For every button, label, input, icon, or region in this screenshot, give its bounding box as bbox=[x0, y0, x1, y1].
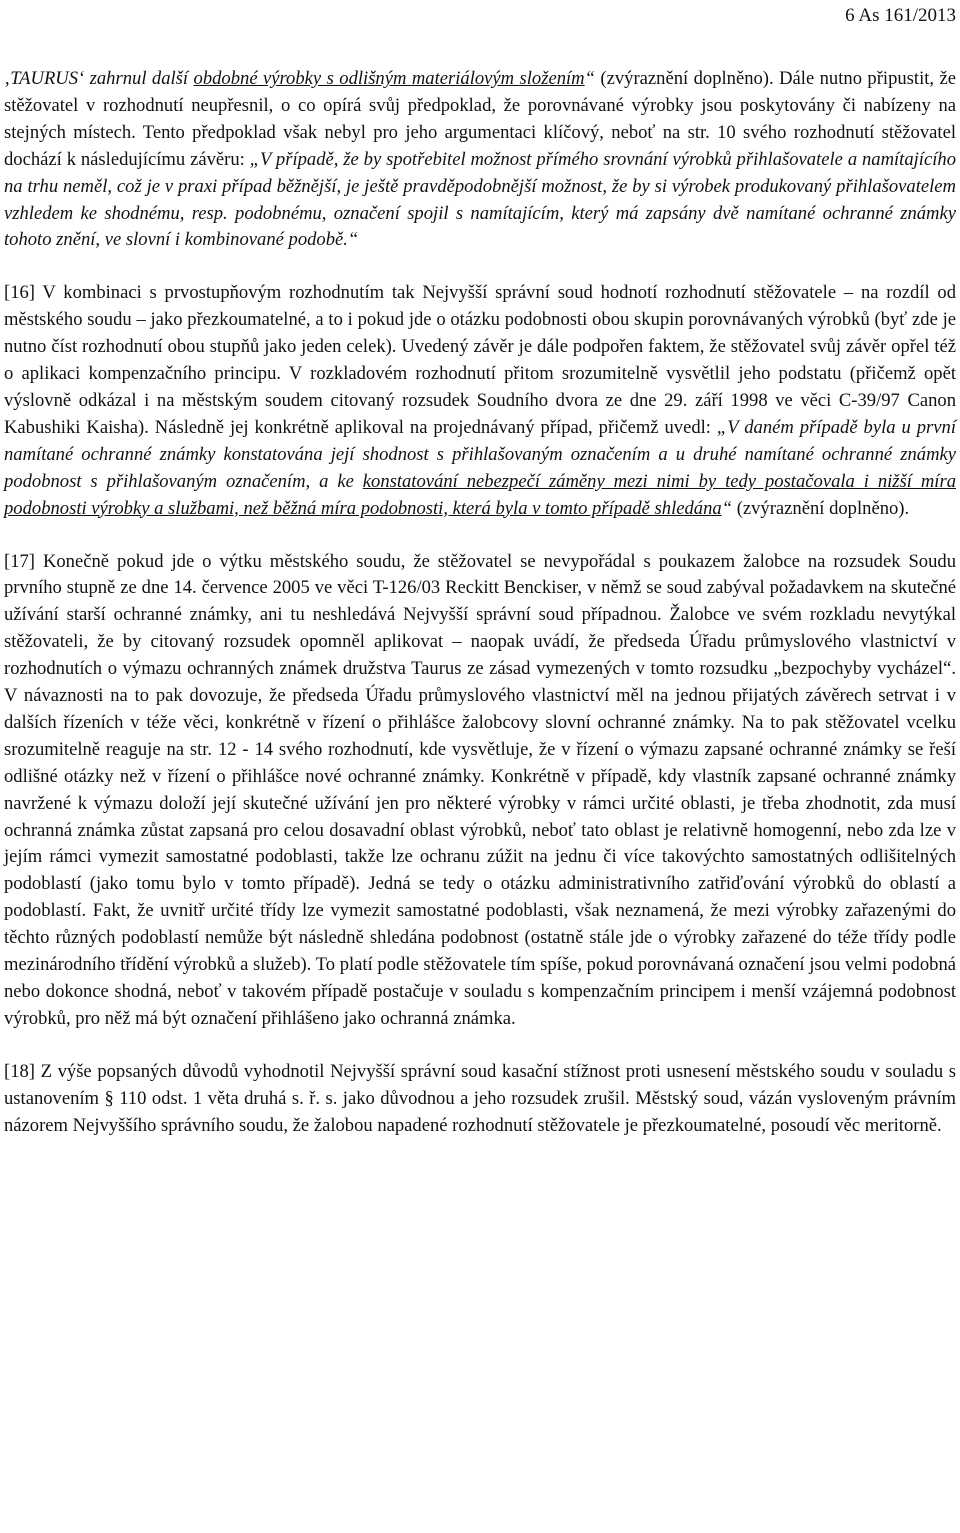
body-text: [17] Konečně pokud jde o výtku městského soudu, že stěžovatel se nevypořádal s poukazem žalobce na rozsudek Soudu prvního stupně ze dne 14. července 2005 ve věci T-126/03 Reckitt Benckiser, v němž se soud zabýval požadavkem na skutečné užívání starší ochranné známky, ani tu neshledává Nejvyšší správní soud případnou. Žalobce ve svém rozkladu nevytýkal stěžovateli, že by citovaný rozsudek opomněl aplikovat – naopak uvádí, že předseda Úřadu průmyslového vlastnictví v rozhodnutích o výmazu ochranných známek družstva Taurus ze zásad vymezených v tomto rozsudku „bezpochyby vycházel“. V návaznosti na to pak dovozuje, že předseda Úřadu průmyslového vlastnictví měl na jednou přijatých závěrech setrvat i v dalších řízeních v téže věci, konkrétně v řízení o přihlášce žalobcovy slovní ochranné známky. Na to pak stěžovatel vcelku srozumitelně reaguje na str. 12 - 14 svého rozhodnutí, kde vysvětluje, že v řízení o výmazu zapsané ochranné známky se řeší odlišné otázky než v řízení o přihlášce nové ochranné známky. Konkrétně v případě, kdy vlastník zapsané ochranné známky navržené k výmazu doloží její skutečné užívání jen pro některé výrobky v rámci určité oblasti, je třeba zhodnotit, zda musí ochranná známka zůstat zapsaná pro celou dosavadní oblast výrobků, neboť tato oblast je relativně homogenní, nebo zda lze v jejím rámci vymezit samostatné podoblasti, takže lze ochranu zúžit na jednu či více takovýchto samostatných odlišitelných podoblastí (jako tomu bylo v tomto případě). Jedná se tedy o otázku administrativního zatřiďování výrobků do oblastí a podoblastí. Fakt, že uvnitř určité třídy lze vymezit samostatné podoblasti, však neznamená, že mezi výrobky zařazenými do těchto různých podoblastí nemůže být následně shledána podobnost (ostatně stále jde o výrobky zařazené do téže třídy podle mezinárodního třídění výrobků a služeb). To platí podle stěžovatele tím spíše, pokud porovnávaná označení jsou velmi podobná nebo dokonce shodná, neboť v takovém případě postačuje v souladu s kompenzačním principem i menší vzájemná podobnost výrobků, pro něž má být označení přihlášeno jako ochranná známka. bbox=[4, 550, 956, 1029]
paragraph-18 bbox=[4, 1059, 956, 1140]
emphasized-quote-text: konstatování nebezpečí záměny mezi nimi by tedy postačovala i nižší míra podobnosti výrobky a službami, než běžná míra podobnosti, která byla v tomto případě shledána bbox=[4, 470, 956, 519]
quote-close: “ bbox=[584, 68, 601, 89]
emphasized-quote-text: obdobné výrobky s odlišným materiálovým složením bbox=[193, 68, 585, 89]
paragraph-17 bbox=[4, 549, 956, 1033]
quote-text: ‚TAURUS‘ zahrnul další bbox=[4, 68, 194, 89]
quote-text: „V případě, že by spotřebitel možnost přímého srovnání výrobků přihlašovatele a namítajícího na trhu neměl, což je v praxi případ běžnější, je ještě pravděpodobnější možnost, že by si výrobek produkovaný přihlašovatelem vzhledem ke shodnému, resp. podobnému, označení spojil s namítajícím, který má zapsány dvě namítané ochranné známky tohoto znění, ve slovní i kombinované podobě.“ bbox=[4, 148, 956, 251]
body-text: (zvýraznění doplněno). bbox=[736, 497, 910, 519]
paragraph-15-continuation bbox=[4, 66, 956, 254]
quote-close: “ bbox=[721, 497, 737, 519]
document-page bbox=[4, 0, 956, 1140]
body-text: [16] V kombinaci s prvostupňovým rozhodnutím tak Nejvyšší správní soud hodnotí rozhodnutí stěžovatele – na rozdíl od městského soudu – jako přezkoumatelné, a to i pokud jde o otázku podobnosti obou skupin porovnávaných výrobků (byť zde je nutno číst rozhodnutí obou stupňů jako jeden celek). Uvedený závěr je dále podpořen faktem, že stěžovatel svůj závěr opřel též o aplikaci kompenzačního principu. V rozkladovém rozhodnutí přitom srozumitelně vysvětlil jeho podstatu (přičemž opět výslovně odkázal i na městským soudem citovaný rozsudek Soudního dvora ze dne 29. září 1998 ve věci C-39/97 Canon Kabushiki Kaisha). Následně jej konkrétně aplikoval na projednávaný případ, přičemž uvedl: bbox=[4, 282, 956, 438]
paragraph-16 bbox=[4, 280, 956, 522]
quote-text: „V daném případě byla u první namítané ochranné známky konstatována její shodnost s přihlašovaným označením a u druhé namítané ochranné známky podobnost s přihlašovaným označením, a ke bbox=[4, 416, 957, 492]
case-number: 6 As 161/2013 bbox=[845, 5, 956, 26]
body-text: (zvýraznění doplněno). Dále nutno připustit, že stěžovatel v rozhodnutí neupřesnil, o co opírá svůj předpoklad, že porovnávané výrobky jsou poskytovány či nabízeny na stejných místech. Tento předpoklad však nebyl pro jeho argumentaci klíčový, neboť na str. 10 svého rozhodnutí stěžovatel dochází k následujícímu závěru: bbox=[4, 68, 957, 170]
page-header bbox=[4, 0, 956, 52]
body-text: [18] Z výše popsaných důvodů vyhodnotil Nejvyšší správní soud kasační stížnost proti usnesení městského soudu v souladu s ustanovením § 110 odst. 1 věta druhá s. ř. s. jako důvodnou a jeho rozsudek zrušil. Městský soud, vázán vysloveným právním názorem Nejvyššího správního soudu, že žalobou napadené rozhodnutí stěžovatele je přezkoumatelné, posoudí věc meritorně. bbox=[4, 1060, 956, 1136]
